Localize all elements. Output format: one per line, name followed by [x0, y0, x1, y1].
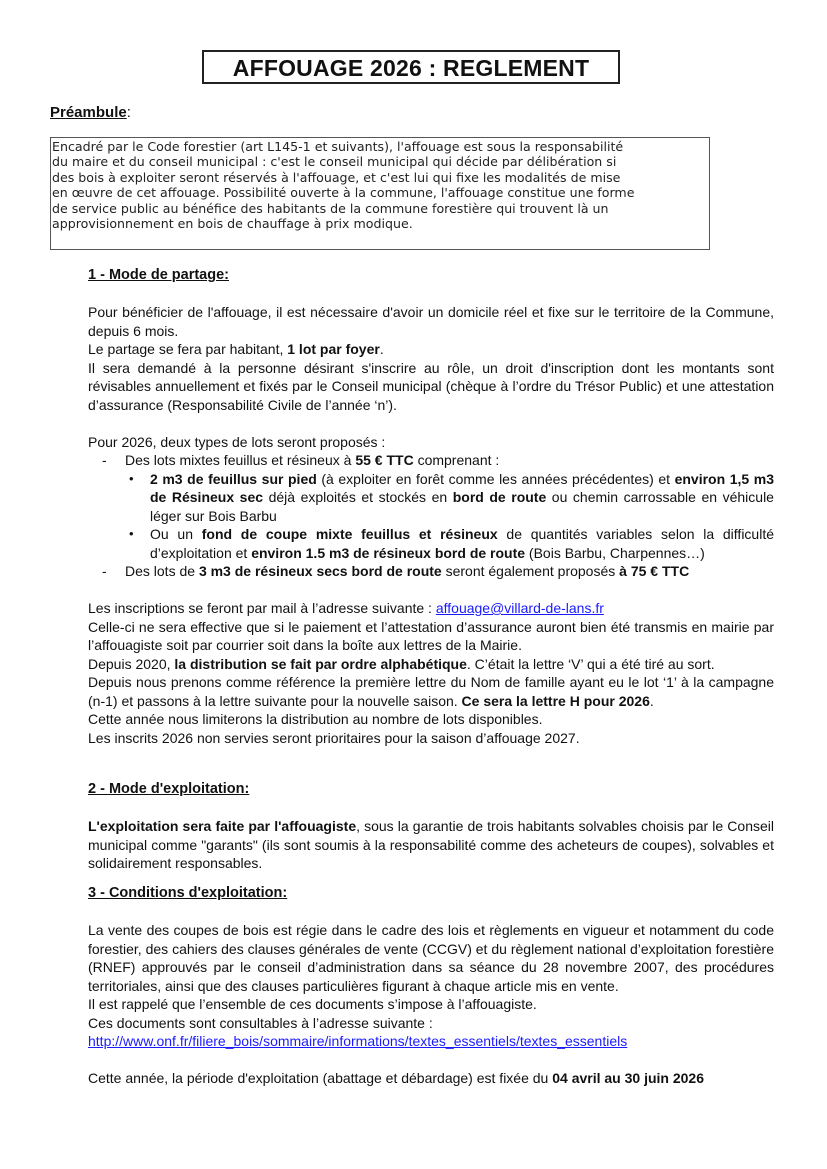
- lots-list: [88, 451, 774, 581]
- onf-url-link[interactable]: http://www.onf.fr/filiere_bois/sommaire/informations/textes_essentiels/textes_essentiels: [88, 1033, 628, 1049]
- lot-resineux-item: [88, 562, 774, 581]
- preamble-heading: [50, 104, 131, 121]
- text: comprenant :: [413, 452, 500, 468]
- section1-paragraph-inscription: Il sera demandé à la personne désirant s'inscrire au rôle, un droit d'inscription dont les montants sont révisables annuellement et fixés par le Conseil municipal (chèque à l’ordre du Trésor Public) et une attestation d’assurance (Responsabilité Civile de l’année ‘n’).: [88, 359, 774, 413]
- inscriptions-paragraph: [88, 599, 774, 618]
- preamble-line: de service public au bénéfice des habitants de la commune forestière qui trouvent là un: [52, 200, 609, 216]
- preamble-line: approvisionnement en bois de chauffage à prix modique.: [52, 216, 413, 232]
- text: .: [379, 341, 384, 357]
- period-paragraph: [88, 1069, 774, 1088]
- bold-text: Ce sera la lettre H pour 2026: [461, 692, 650, 709]
- text: Les inscriptions se feront par mail à l’adresse suivante :: [88, 600, 436, 616]
- lot-mixte-options: [125, 470, 774, 563]
- text: Ou un: [150, 526, 202, 542]
- preamble-line: des bois à exploiter seront réservés à l'affouage, et c'est lui qui fixe les modalités de mise: [52, 169, 621, 185]
- section3-paragraph-vente: La vente des coupes de bois est régie dans le cadre des lois et règlements en vigueur et notamment du code forestier, des cahiers des clauses générales de vente (CCGV) et du règlement national d’exploitation forestière (RNEF) approuvés par le conseil d’administration dans sa séance du 28 novembre 2007, des procédures territoriales, ainsi que des clauses particulières figurant à chaque article mis en vente.: [88, 922, 774, 994]
- text: Cette année, la période d'exploitation (abattage et débardage) est fixée du: [88, 1070, 553, 1086]
- section2-paragraph: [88, 817, 774, 873]
- section3-heading: 3 - Conditions d'exploitation:: [88, 885, 288, 901]
- text: déjà exploités et stockés en: [263, 489, 453, 505]
- limit-paragraph: Cette année nous limiterons la distribution au nombre de lots disponibles.: [88, 711, 543, 727]
- text: ou chemin carrossable en véhicule léger sur Bois Barbu: [150, 489, 774, 524]
- document-title-box: [202, 50, 620, 84]
- section2-heading: 2 - Mode d'exploitation:: [88, 781, 250, 797]
- bullet-icon: •: [129, 470, 134, 486]
- section1-paragraph-domicile: Pour bénéficier de l'affouage, il est nécessaire d'avoir un domicile réel et fixe sur le territoire de la Commune, depuis 6 mois.: [88, 304, 774, 339]
- dash-marker: -: [102, 563, 107, 579]
- section1-paragraph-partage: [88, 340, 774, 359]
- dash-marker: -: [102, 452, 107, 468]
- text: Des lots mixtes feuillus et résineux à: [125, 452, 356, 468]
- preamble-line: en œuvre de cet affouage. Possibilité ouverte à la commune, l'affouage constitue une forme: [52, 185, 635, 201]
- preamble-box: [50, 137, 710, 250]
- bold-text: bord de route: [452, 489, 547, 505]
- bold-text: la distribution se fait par ordre alphabétique: [174, 655, 467, 672]
- distribution-paragraph: [88, 655, 774, 674]
- preamble-heading-text: Préambule: [50, 104, 127, 121]
- price: 55 € TTC: [355, 452, 414, 468]
- text: Depuis 2020,: [88, 655, 175, 672]
- preamble-heading-colon: :: [126, 104, 131, 121]
- text: (à exploiter en forêt comme les années précédentes) et: [316, 470, 675, 487]
- lot-option-feuillus-sur-pied: [125, 470, 774, 526]
- section1-heading: 1 - Mode de partage:: [88, 267, 229, 283]
- bullet-icon: •: [129, 526, 134, 541]
- section-mode-de-partage: [88, 266, 774, 747]
- effective-paragraph: Celle-ci ne sera effective que si le paiement et l’attestation d’assurance auront bien été transmis en mairie par l’affouagiste soit par courrier soit dans la boîte aux lettres de la Mairie.: [88, 618, 774, 653]
- bold-text: environ 1,5 m3 de Résineux sec: [150, 470, 774, 505]
- document-title: AFFOUAGE 2026 : REGLEMENT: [232, 55, 590, 81]
- text: seront également proposés: [441, 563, 620, 579]
- bold-text: L'exploitation sera faite par l'affouagiste: [88, 818, 357, 834]
- section-mode-exploitation: [88, 780, 774, 873]
- text: Le partage se fera par habitant,: [88, 341, 288, 357]
- lots-intro: Pour 2026, deux types de lots seront proposés :: [88, 433, 386, 450]
- onf-link-line: [88, 1032, 774, 1051]
- text: (Bois Barbu, Charpennes…): [525, 544, 705, 561]
- section-conditions-exploitation: [88, 884, 774, 1088]
- lot-option-fond-de-coupe: [125, 525, 774, 562]
- bold-text: 04 avril au 30 juin 2026: [552, 1070, 704, 1086]
- bold-text: 2 m3 de feuillus sur pied: [150, 470, 317, 487]
- reference-paragraph: [88, 673, 774, 710]
- preamble-line: Encadré par le Code forestier (art L145-1 et suivants), l'affouage est sous la responsabilité: [52, 139, 624, 154]
- text: Depuis nous prenons comme référence la première lettre du Nom de famille ayant eu le lot ‘1’ à la campagne (n-1) et passons à la lettre suivante pour la nouvelle saison.: [88, 674, 774, 709]
- email-link[interactable]: affouage@villard-de-lans.fr: [435, 600, 604, 616]
- text: . C’était la lettre ‘V’ qui a été tiré au sort.: [466, 655, 715, 672]
- section3-paragraph-consultables: Ces documents sont consultables à l’adresse suivante :: [88, 1014, 433, 1031]
- bold-text: 3 m3 de résineux secs bord de route: [198, 563, 442, 579]
- bold-text: fond de coupe mixte feuillus et résineux: [201, 526, 498, 542]
- text: Des lots de: [125, 563, 199, 579]
- section3-paragraph-rappel: Il est rappelé que l’ensemble de ces documents s’impose à l’affouagiste.: [88, 996, 537, 1012]
- text: de quantités variables selon la difficulté d’exploitation et: [150, 526, 774, 561]
- lot-mixte-item: [88, 451, 774, 562]
- bold-text: environ 1.5 m3 de résineux bord de route: [251, 544, 526, 561]
- bold-text: 1 lot par foyer: [287, 341, 380, 357]
- preamble-line: du maire et du conseil municipal : c'est le conseil municipal qui décide par délibération si: [52, 154, 617, 170]
- priority-paragraph: Les inscrits 2026 non servies seront prioritaires pour la saison d’affouage 2027.: [88, 729, 580, 746]
- text: , sous la garantie de trois habitants solvables choisis par le Conseil municipal comme "garants" (ils sont soumis à la responsabilité comme des acheteurs de coupes), solvables et solidairement responsables.: [88, 818, 774, 871]
- price: à 75 € TTC: [619, 563, 690, 579]
- text: .: [649, 692, 654, 709]
